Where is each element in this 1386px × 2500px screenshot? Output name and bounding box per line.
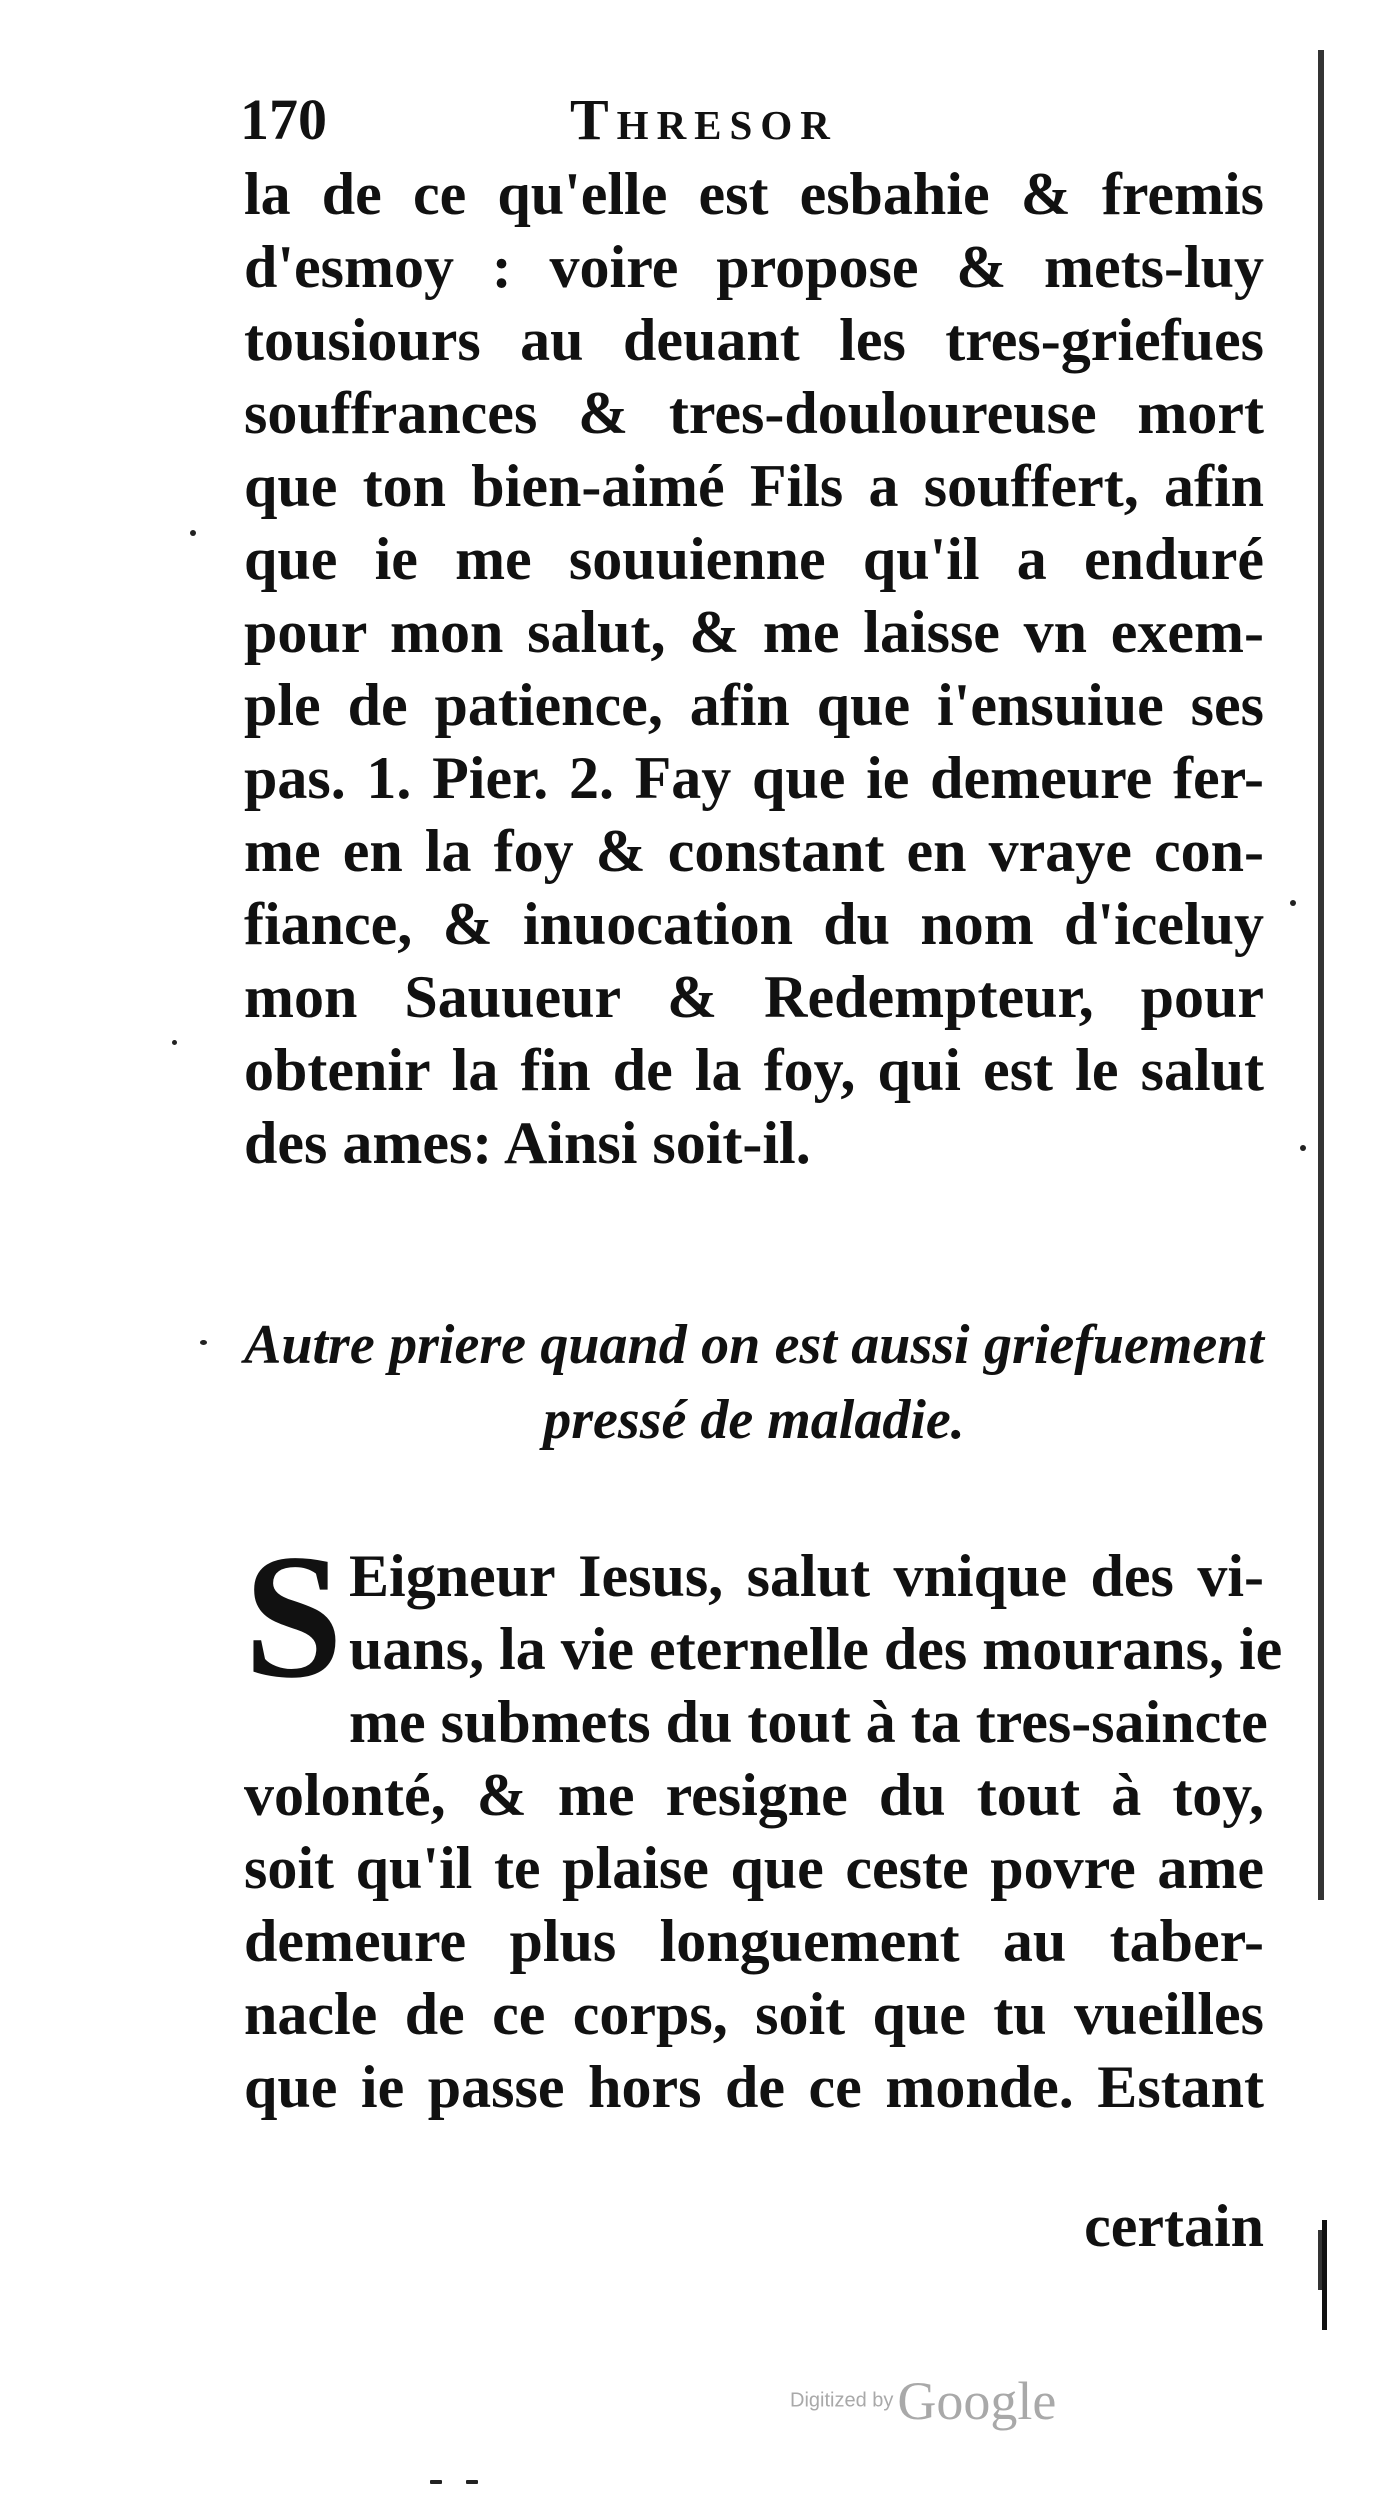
ink-speck [1300,1145,1306,1151]
digitization-watermark [790,2370,1056,2432]
catchword: certain [1084,2193,1264,2259]
text-line: Eigneur Iesus, salut vnique des vi- [349,1543,1264,1609]
text-line: que ton bien-aimé Fils a souffert, afin [244,453,1264,519]
text-line: fiance, & inuocation du nom d'iceluy [244,891,1264,957]
text-line: la de ce qu'elle est esbahie & fremis [244,161,1264,227]
text-line: uans, la vie eternelle des mourans, ie [349,1616,1283,1682]
ink-speck [430,2480,442,2484]
text-line: que ie passe hors de ce monde. Estant [244,2054,1264,2120]
ink-speck [172,1040,177,1045]
page-edge-shadow-lower [1322,2220,1327,2330]
text-line: pour mon salut, & me laisse vn exem- [244,599,1264,665]
ink-speck [1290,900,1296,906]
running-header [240,80,1260,160]
section-heading-line-1: Autre priere quand on est aussi griefuement [244,1314,1264,1376]
text-line: me en la foy & constant en vraye con- [244,818,1264,884]
drop-cap-initial: S [244,1517,343,1715]
text-line: obtenir la fin de la foy, qui est le salut [244,1037,1264,1103]
page-edge-gap [1312,1900,1332,2230]
watermark-prefix: Digitized by [790,2389,894,2412]
prayer-passage [244,1517,1283,2124]
ink-speck [466,2480,478,2484]
ink-speck [190,530,196,536]
first-passage [244,158,1264,1180]
text-line: que ie me souuienne qu'il a enduré [244,526,1264,592]
text-line: d'esmoy : voire propose & mets-luy [244,234,1264,300]
section-heading-line-2: pressé de maladie. [543,1389,965,1451]
text-line: soit qu'il te plaise que ceste povre ame [244,1835,1264,1901]
text-line: ple de patience, afin que i'ensuiue ses [244,672,1264,738]
text-line: volonté, & me resigne du tout à toy, [244,1762,1264,1828]
text-line: des ames: Ainsi soit-il. [244,1110,811,1176]
text-line: nacle de ce corps, soit que tu vueilles [244,1981,1264,2047]
page-number: 170 [240,87,327,152]
text-line: souffrances & tres-douloureuse mort [244,380,1264,446]
text-line: pas. 1. Pier. 2. Fay que ie demeure fer- [244,745,1264,811]
text-line: tousiours au deuant les tres-griefues [244,307,1264,373]
running-title: Thresor [570,87,838,152]
google-logo: Google [897,2371,1057,2431]
text-line: mon Sauueur & Redempteur, pour [244,964,1264,1030]
text-line: demeure plus longuement au taber- [244,1908,1264,1974]
ink-speck [200,1340,207,1345]
text-line: me submets du tout à ta tres-saincte [349,1689,1268,1755]
